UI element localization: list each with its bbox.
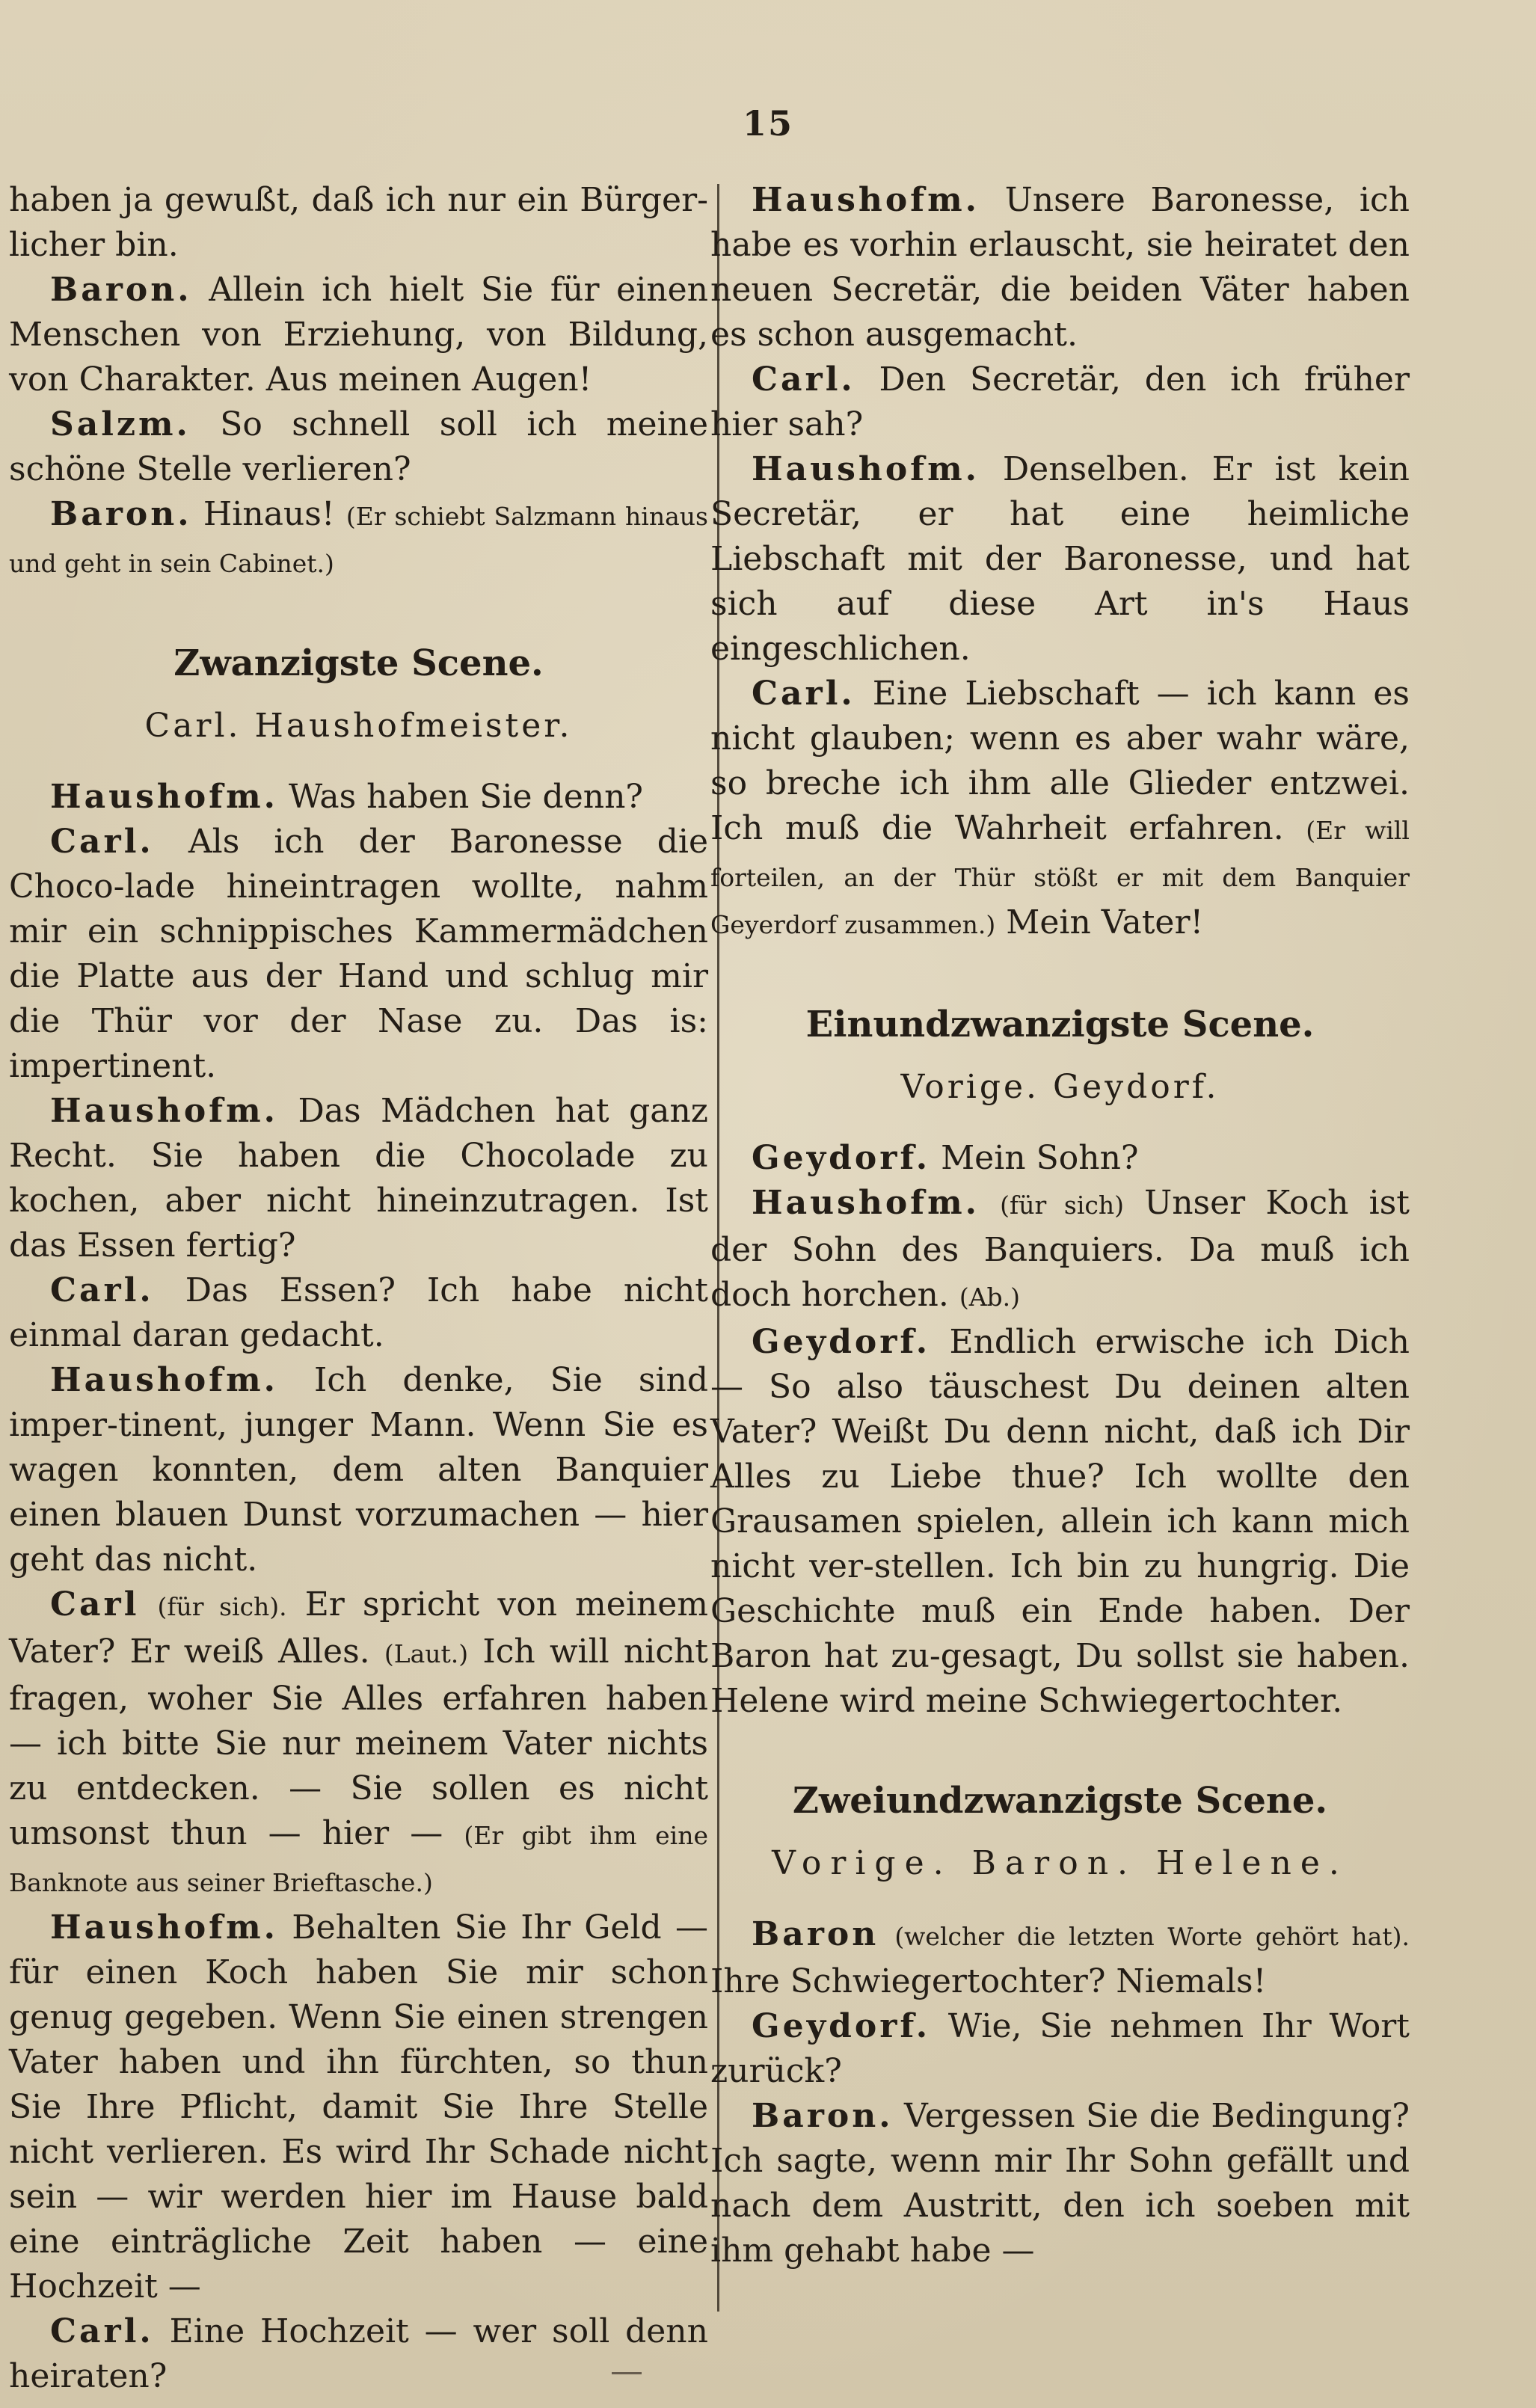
- stage-direction: (Er will forteilen, an der Thür stößt er mit dem Banquier Geyerdorf zusammen.): [710, 816, 1410, 939]
- dialogue-line: [9, 492, 708, 586]
- scene-cast: Vorige. Baron. Helene.: [772, 1844, 1348, 1882]
- dialogue-text: Was haben Sie denn?: [288, 778, 643, 816]
- dialogue-text: Mein Vater!: [1006, 903, 1204, 942]
- paragraph: [9, 178, 708, 268]
- speaker-name: Carl.: [752, 360, 855, 399]
- dialogue-line: [9, 268, 708, 402]
- scene-cast: Vorige. Geydorf.: [900, 1068, 1220, 1106]
- dialogue-text: So schnell soll ich meine schöne Stelle verlieren?: [9, 405, 708, 488]
- left-column: [9, 178, 708, 2399]
- dialogue-text: Das Mädchen hat ganz Recht. Sie haben die Chocolade zu kochen, aber nicht hineinzutragen. Ist das Essen fertig?: [9, 1092, 708, 1265]
- speaker-name: Baron: [752, 1915, 879, 1953]
- dialogue-line: [9, 1582, 708, 1905]
- dialogue-text: Eine Hochzeit — wer soll denn heiraten?: [9, 2312, 708, 2395]
- dialogue-line: [710, 178, 1410, 357]
- dialogue-text: Endlich erwische ich Dich — So also täuschest Du deinen alten Vater? Weißt Du denn nicht, daß ich Dir Alles zu Liebe thue? Ich wollte den Grausamen spielen, allein ich kann mich nicht ver-stellen. Ich bin zu hungrig. Die Geschichte muß ein Ende haben. Der Baron hat zu-gesagt, Du sollst sie haben. Helene wird meine Schwiegertochter.: [710, 1323, 1410, 1720]
- dialogue-text: Vergessen Sie die Bedingung? Ich sagte, wenn mir Ihr Sohn gefällt und nach dem Austritt, den ich soeben mit ihm gehabt habe —: [710, 2097, 1410, 2270]
- dialogue-line: [9, 1268, 708, 1358]
- dialogue-text: Wie, Sie nehmen Ihr Wort zurück?: [710, 2007, 1410, 2090]
- dialogue-text: Hinaus!: [203, 495, 335, 533]
- dialogue-line: [710, 1912, 1410, 2004]
- dialogue-line: [710, 2094, 1410, 2273]
- stage-direction: (Ab.): [959, 1283, 1021, 1312]
- speaker-name: Haushofm.: [752, 450, 980, 488]
- speaker-name: Haushofm.: [50, 778, 278, 816]
- speaker-name: Carl: [50, 1585, 140, 1624]
- dialogue-text: Das Essen? Ich habe nicht einmal daran gedacht.: [9, 1271, 708, 1354]
- dialogue-text: Er spricht von meinem Vater? Er weiß Alles.: [9, 1585, 708, 1671]
- stage-direction: (für sich).: [157, 1592, 287, 1621]
- speaker-name: Carl.: [50, 2312, 154, 2350]
- speaker-name: Baron.: [752, 2097, 894, 2135]
- dialogue-text: Allein ich hielt Sie für einen Menschen von Erziehung, von Bildung, von Charakter. Aus meinen Augen!: [9, 271, 708, 399]
- dialogue-line: [710, 672, 1410, 947]
- dialogue-line: [710, 357, 1410, 447]
- dialogue-line: [9, 1905, 708, 2309]
- dialogue-text: Denselben. Er ist kein Secretär, er hat eine heimliche Liebschaft mit der Baronesse, und hat sich auf diese Art in's Haus eingeschlichen.: [710, 450, 1410, 668]
- scene-cast: Carl. Haushofmeister.: [144, 707, 573, 745]
- speaker-name: Haushofm.: [752, 181, 980, 219]
- dialogue-text: haben ja gewußt, daß ich nur ein Bürger-licher bin.: [9, 181, 708, 264]
- dialogue-line: [9, 1089, 708, 1268]
- dialogue-text: Eine Liebschaft — ich kann es nicht glauben; wenn es aber wahr wäre, so breche ich ihm alle Glieder entzwei. Ich muß die Wahrheit erfahren.: [710, 675, 1410, 847]
- dialogue-line: [710, 1181, 1410, 1320]
- speaker-name: Geydorf.: [752, 1139, 931, 1177]
- dialogue-text: Ich will nicht fragen, woher Sie Alles erfahren haben — ich bitte Sie nur meinem Vater nichts zu entdecken. — Sie sollen es nicht umsonst thun — hier —: [9, 1633, 708, 1852]
- dialogue-text: Ihre Schwiegertochter? Niemals!: [710, 1962, 1267, 2000]
- speaker-name: Geydorf.: [752, 2007, 931, 2045]
- stage-direction: (welcher die letzten Worte gehört hat).: [894, 1922, 1410, 1951]
- stage-direction: (Laut.): [384, 1639, 469, 1668]
- dialogue-line: [9, 2309, 708, 2399]
- dialogue-text: Ich denke, Sie sind imper-tinent, junger Mann. Wenn Sie es wagen konnten, dem alten Banquier einen blauen Dunst vorzumachen — hier geht das nicht.: [9, 1361, 708, 1579]
- dialogue-text: Den Secretär, den ich früher hier sah?: [710, 360, 1410, 443]
- dialogue-text: Unsere Baronesse, ich habe es vorhin erlauscht, sie heiratet den neuen Secretär, die beiden Väter haben es schon ausgemacht.: [710, 181, 1410, 354]
- scene-title: Zwanzigste Scene.: [173, 642, 544, 684]
- speaker-name: Haushofm.: [752, 1184, 980, 1222]
- speaker-name: Carl.: [50, 823, 154, 861]
- speaker-name: Carl.: [752, 675, 855, 713]
- stage-direction: (Er gibt ihm eine Banknote aus seiner Brieftasche.): [9, 1821, 708, 1897]
- page-footer-rule: [612, 2372, 642, 2374]
- speaker-name: Baron.: [50, 271, 192, 309]
- dialogue-line: [710, 447, 1410, 672]
- speaker-name: Haushofm.: [50, 1092, 278, 1130]
- scene-title: Einundzwanzigste Scene.: [805, 1004, 1315, 1045]
- speaker-name: Carl.: [50, 1271, 154, 1309]
- dialogue-line: [9, 402, 708, 492]
- stage-direction: (Er schiebt Salzmann hinaus und geht in sein Cabinet.): [9, 502, 708, 578]
- speaker-name: Geydorf.: [752, 1323, 931, 1361]
- dialogue-line: [710, 2004, 1410, 2094]
- dialogue-text: Unser Koch ist der Sohn des Banquiers. Da muß ich doch horchen.: [710, 1184, 1410, 1314]
- dialogue-line: [9, 775, 708, 820]
- right-column: [710, 178, 1410, 2273]
- dialogue-text: Behalten Sie Ihr Geld — für einen Koch haben Sie mir schon genug gegeben. Wenn Sie einen strengen Vater haben und ihn fürchten, so thun Sie Ihre Pflicht, damit Sie Ihre Stelle nicht verlieren. Es wird Ihr Schade nicht sein — wir werden hier im Hause bald eine einträgliche Zeit haben — eine Hochzeit —: [9, 1908, 708, 2306]
- speaker-name: Haushofm.: [50, 1908, 278, 1947]
- dialogue-text: Als ich der Baronesse die Choco-lade hineintragen wollte, nahm mir ein schnippisches Kammermädchen die Platte aus der Hand und schlug mir die Thür vor der Nase zu. Das is: impertinent.: [9, 823, 708, 1085]
- speaker-name: Salzm.: [50, 405, 191, 443]
- dialogue-line: [710, 1320, 1410, 1724]
- dialogue-line: [710, 1136, 1410, 1181]
- page-number: 15: [742, 103, 793, 144]
- stage-direction: (für sich): [1000, 1191, 1124, 1220]
- dialogue-line: [9, 1358, 708, 1582]
- dialogue-line: [9, 820, 708, 1089]
- speaker-name: Baron.: [50, 495, 192, 533]
- speaker-name: Haushofm.: [50, 1361, 278, 1399]
- dialogue-text: Mein Sohn?: [941, 1139, 1139, 1177]
- scene-title: Zweiundzwanzigste Scene.: [792, 1780, 1328, 1822]
